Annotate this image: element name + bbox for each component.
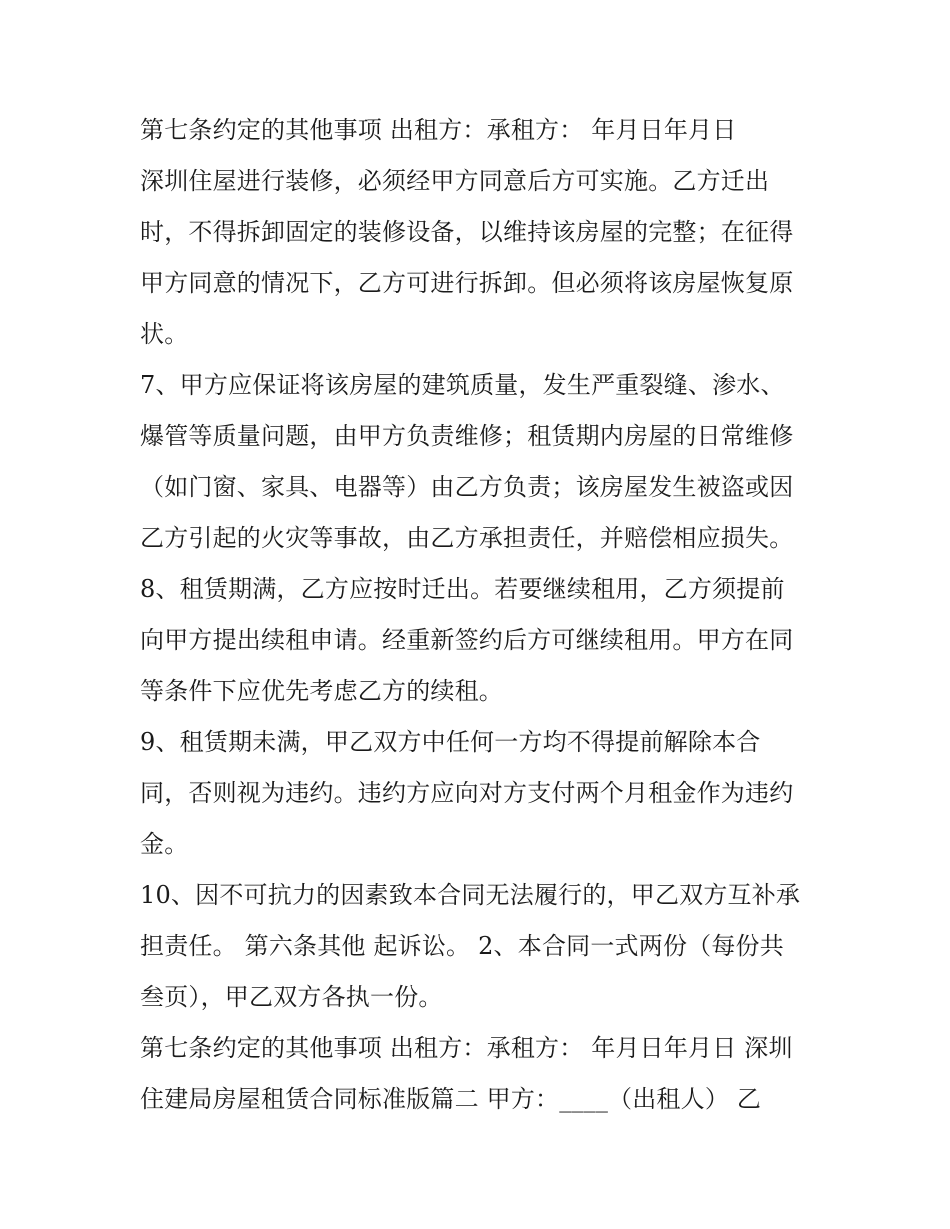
text-line-17: 担责任。 第六条其他 起诉讼。 2、本合同一式两份（每份共 xyxy=(140,932,784,960)
text-line-15: 金。 xyxy=(140,830,189,858)
text-line-2: 深圳住屋进行装修，必须经甲方同意后方可实施。乙方迁出 xyxy=(140,167,770,195)
text-line-3: 时，不得拆卸固定的装修设备，以维持该房屋的完整；在征得 xyxy=(140,218,794,246)
text-line-14: 同，否则视为违约。违约方应向对方支付两个月租金作为违约 xyxy=(140,779,794,807)
text-line-5: 状。 xyxy=(140,320,189,348)
text-line-1: 第七条约定的其他事项 出租方：承租方： 年月日年月日 xyxy=(140,116,737,144)
text-line-6: 7、甲方应保证将该房屋的建筑质量，发生严重裂缝、渗水、 xyxy=(140,371,785,399)
text-line-16: 10、因不可抗力的因素致本合同无法履行的，甲乙双方互补承 xyxy=(140,881,801,909)
text-line-18: 叁页），甲乙双方各执一份。 xyxy=(140,983,443,1011)
text-line-10: 8、租赁期满，乙方应按时迁出。若要继续租用，乙方须提前 xyxy=(140,575,785,603)
text-line-9: 乙方引起的火灾等事故，由乙方承担责任，并赔偿相应损失。 xyxy=(140,524,794,552)
text-line-20: 住建局房屋租赁合同标准版篇二 甲方：____（出租人） 乙 xyxy=(140,1085,762,1113)
text-line-11: 向甲方提出续租申请。经重新签约后方可继续租用。甲方在同 xyxy=(140,626,794,654)
text-line-19: 第七条约定的其他事项 出租方：承租方： 年月日年月日 深圳 xyxy=(140,1034,793,1062)
text-line-4: 甲方同意的情况下，乙方可进行拆卸。但必须将该房屋恢复原 xyxy=(140,269,794,297)
text-line-13: 9、租赁期未满，甲乙双方中任何一方均不得提前解除本合 xyxy=(140,728,761,756)
contract-text-body xyxy=(140,105,820,1125)
text-line-12: 等条件下应优先考虑乙方的续租。 xyxy=(140,677,503,705)
text-line-7: 爆管等质量问题，由甲方负责维修；租赁期内房屋的日常维修 xyxy=(140,422,794,450)
text-line-8: （如门窗、家具、电器等）由乙方负责；该房屋发生被盗或因 xyxy=(140,473,794,501)
